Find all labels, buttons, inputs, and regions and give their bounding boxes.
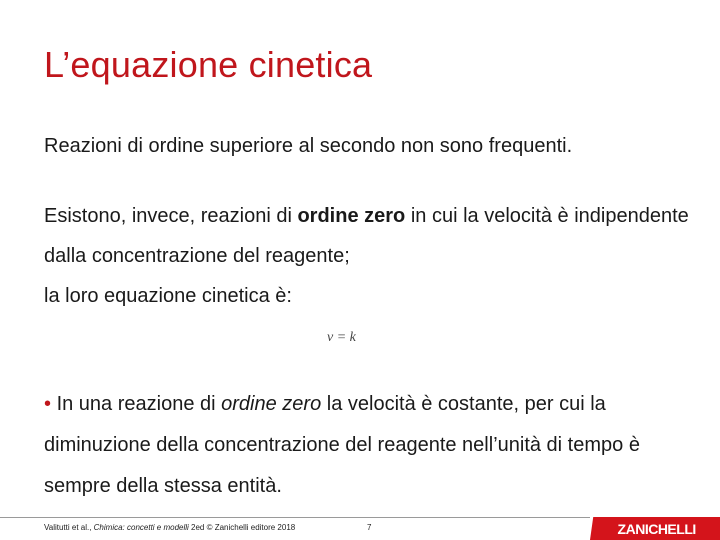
citation-authors: Valitutti et al., (44, 523, 94, 532)
paragraph-3-italic: ordine zero (221, 393, 322, 415)
paragraph-2-text-a: Esistono, invece, reazioni di (44, 205, 298, 227)
page-number: 7 (367, 523, 372, 532)
slide-title: L’equazione cinetica (44, 44, 373, 85)
paragraph-2-text-c: la loro equazione cinetica è: (44, 285, 292, 307)
paragraph-2-bold: ordine zero (297, 205, 406, 227)
citation-publisher: 2ed © Zanichelli editore 2018 (188, 523, 296, 532)
paragraph-3 (44, 384, 704, 507)
paragraph-3-text-b: la velocità è costante, per cui la diminuzione della concentrazione del reagente nell’unità di tempo è sempre della stessa entità. (44, 393, 640, 497)
paragraph-3-text-a: In una reazione di (51, 393, 222, 415)
rate-equation: v = k (327, 330, 356, 345)
zanichelli-logo (590, 517, 720, 540)
citation-book-title: Chimica: concetti e modelli (93, 523, 189, 532)
footer-divider (0, 517, 590, 518)
paragraph-1: Reazioni di ordine superiore al secondo non sono frequenti. (44, 135, 573, 157)
paragraph-2-text-b: in cui la velocità è indipendente dalla concentrazione del reagente; (44, 205, 689, 267)
logo-text: ZANICHELLI (617, 520, 696, 537)
bullet-icon: • (44, 393, 52, 415)
footer-citation (44, 523, 295, 532)
paragraph-2 (44, 196, 694, 316)
